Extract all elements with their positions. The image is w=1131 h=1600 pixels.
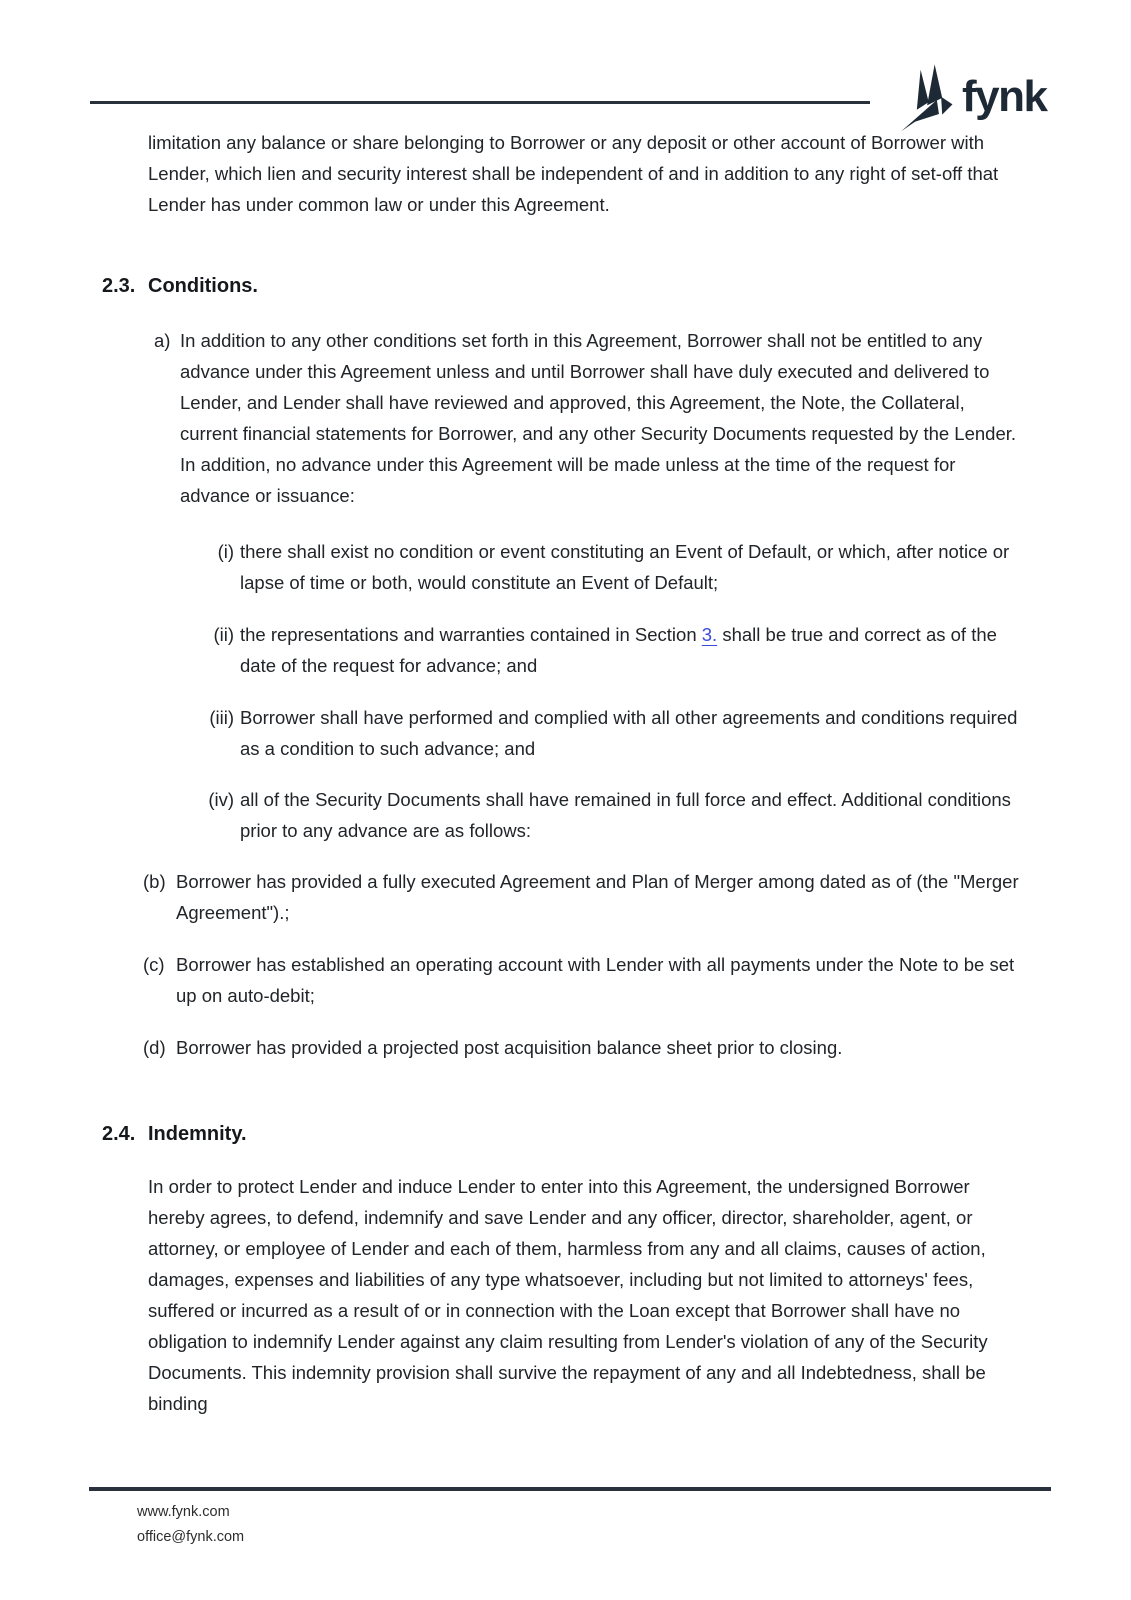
brand-wordmark: fynk: [962, 72, 1047, 121]
list-item-b: [143, 866, 1024, 928]
list-item-i: [148, 536, 1024, 598]
list-item-d: [143, 1032, 1024, 1063]
list-marker: (b): [143, 871, 166, 892]
section-number: 2.4.: [102, 1123, 136, 1145]
list-marker: (ii): [213, 624, 234, 645]
list-item-c: [143, 949, 1024, 1011]
list-marker: (i): [217, 541, 234, 562]
footer-divider: [89, 1487, 1051, 1491]
list-item-iv: [148, 784, 1024, 846]
page-footer: [137, 1500, 244, 1550]
text-after-link: shall be true and correct as of the date of the request for advance; and: [240, 624, 997, 676]
footer-email: office@fynk.com: [137, 1529, 245, 1545]
list-item-text: there shall exist no condition or event constituting an Event of Default, or which, after notice or lapse of time or both, would constitute an Event of Default;: [240, 541, 1010, 593]
section-title: Indemnity.: [148, 1123, 247, 1145]
list-marker: (iv): [208, 789, 234, 810]
list-item-ii: [148, 619, 1024, 681]
footer-website: www.fynk.com: [137, 1504, 230, 1520]
indemnity-paragraph: In order to protect Lender and induce Lender to enter into this Agreement, the undersigned Borrower hereby agrees, to defend, indemnify and save Lender and any officer, director, shareholder, agent, or attorney, or employee of Lender and each of them, harmless from any and all claims, causes of action, damages, expenses and liabilities of any type whatsoever, including but not limited to attorneys' fees, suffered or incurred as a result of or in connection with the Loan except that Borrower shall have no obligation to indemnify Lender against any claim resulting from Lender's violation of any of the Security Documents. This indemnity provision shall survive the repayment of any and all Indebtedness, shall be binding: [148, 1176, 988, 1414]
list-item-text: Borrower has provided a projected post acquisition balance sheet prior to closing.: [176, 1037, 843, 1058]
list-item-text: all of the Security Documents shall have remained in full force and effect. Additional conditions prior to any advance are as follows:: [240, 789, 1011, 841]
intro-paragraph: limitation any balance or share belonging to Borrower or any deposit or other account of Borrower with Lender, which lien and security interest shall be independent of and in addition to any right of set-off that Lender has under common law or under this Agreement.: [148, 132, 999, 215]
section-3-link[interactable]: 3.: [701, 624, 718, 645]
section-2-4-heading: [102, 1123, 1024, 1145]
list-marker: (c): [143, 954, 165, 975]
header-divider: [90, 101, 870, 104]
text-before-link: the representations and warranties contained in Section: [240, 624, 702, 645]
list-item-text: [240, 624, 997, 676]
list-marker: a): [154, 330, 171, 351]
list-item-text: In addition to any other conditions set forth in this Agreement, Borrower shall not be entitled to any advance under this Agreement unless and until Borrower shall have duly executed and delivered to Lender, and Lender shall have reviewed and approved, this Agreement, the Note, the Collateral, current financial statements for Borrower, and any other Security Documents requested by the Lender. In addition, no advance under this Agreement will be made unless at the time of the request for advance or issuance:: [180, 330, 1017, 506]
document-body: [102, 127, 1024, 1419]
section-title: Conditions.: [148, 275, 258, 297]
list-marker: (d): [143, 1037, 166, 1058]
list-item-iii: [148, 702, 1024, 764]
list-item-text: Borrower has established an operating account with Lender with all payments under the Note to be set up on auto-debit;: [176, 954, 1015, 1006]
section-2-3-heading: [102, 275, 1024, 297]
list-item-text: Borrower shall have performed and complied with all other agreements and conditions required as a condition to such advance; and: [240, 707, 1018, 759]
section-number: 2.3.: [102, 275, 136, 297]
origami-bird-icon: [899, 63, 953, 137]
list-marker: (iii): [209, 707, 234, 728]
list-item-text: Borrower has provided a fully executed Agreement and Plan of Merger among dated as of (the "Merger Agreement").;: [176, 871, 1019, 923]
list-item-a: [148, 325, 1024, 511]
